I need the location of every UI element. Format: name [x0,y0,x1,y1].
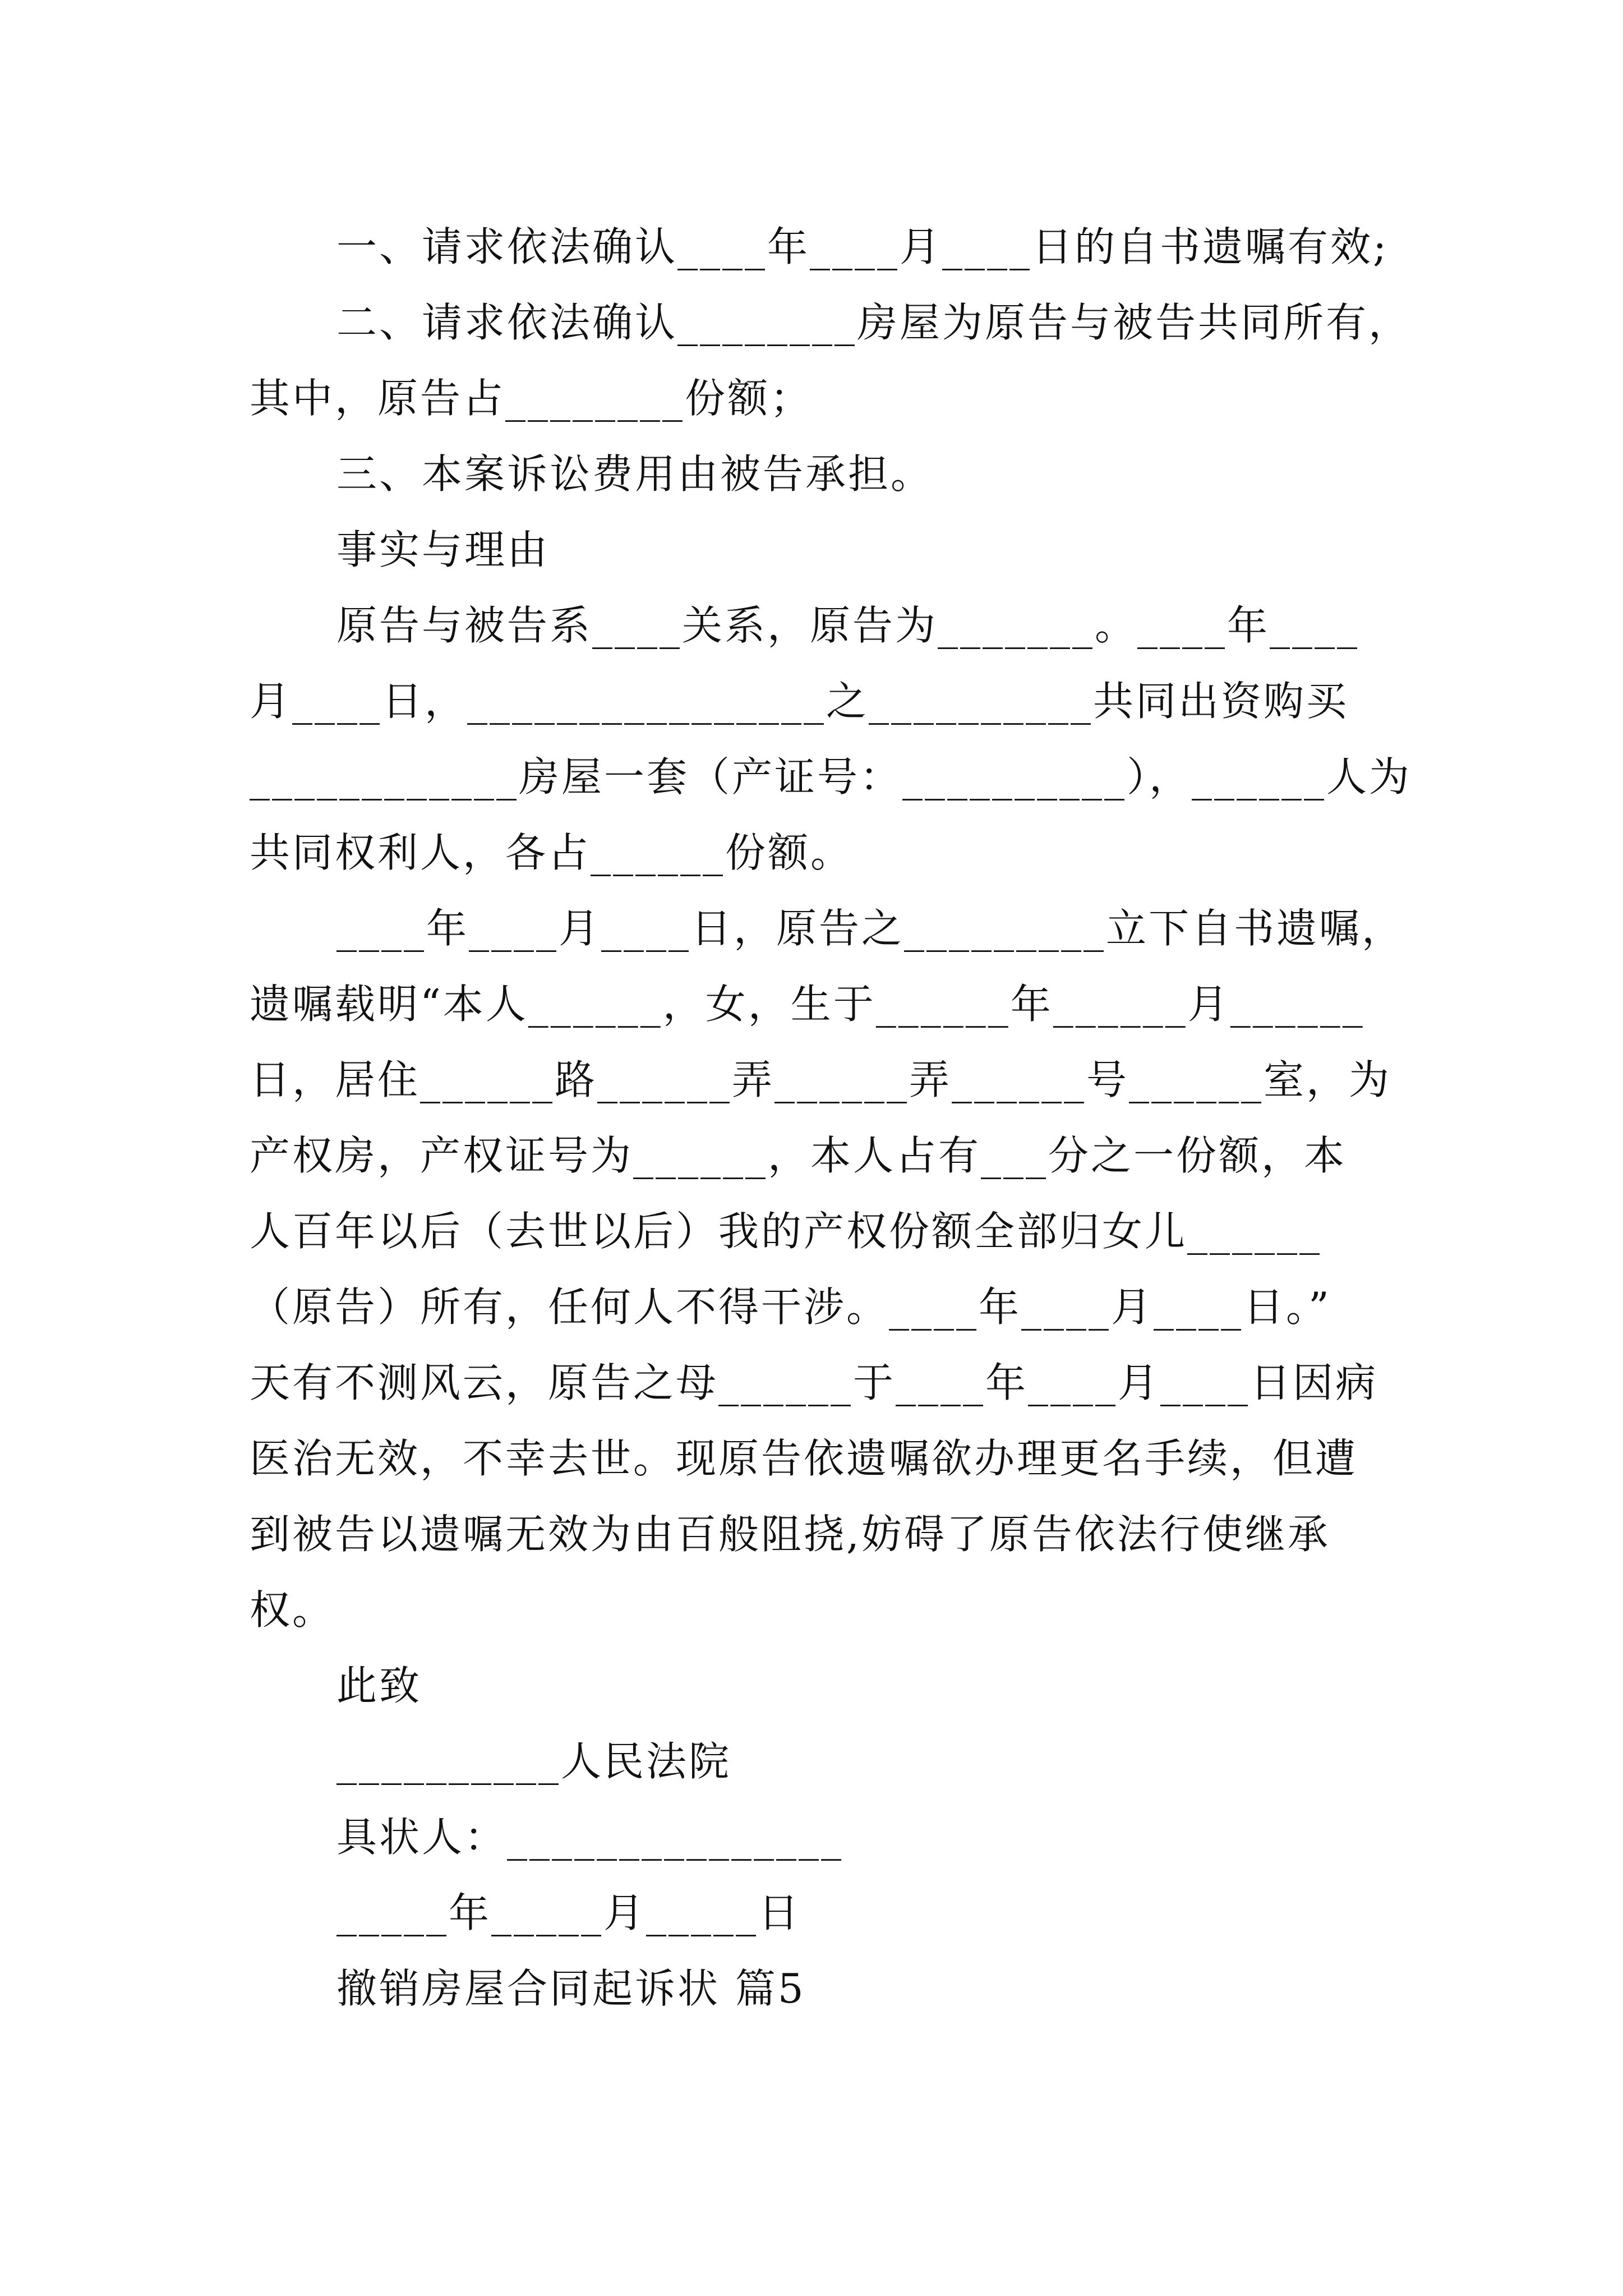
will-paragraph-line: 人百年以后（去世以后）我的产权份额全部归女儿______ [250,1208,1322,1255]
will-paragraph-line: ____年____月____日，原告之_________立下自书遗嘱， [336,905,1405,952]
date-line: _____年_____月_____日 [336,1889,801,1936]
will-paragraph-line: 权。 [250,1586,335,1634]
facts-paragraph-line: 原告与被告系____关系，原告为_______。____年____ [336,602,1360,649]
will-paragraph-line: （原告）所有，任何人不得干涉。____年____月____日。” [250,1283,1331,1331]
petitioner-signature-line: 具状人：_______________ [336,1814,844,1861]
request-item-1: 一、请求依法确认____年____月____日的自书遗嘱有效; [336,223,1389,270]
facts-paragraph-line: ____________房屋一套（产证号：__________），______人为 [250,753,1412,800]
will-paragraph-line: 遗嘱载明“本人______，女，生于______年______月______ [250,981,1365,1028]
section-heading-facts: 事实与理由 [336,526,550,573]
request-item-2-continued: 其中，原告占________份额； [250,375,813,422]
will-paragraph-line: 到被告以遗嘱无效为由百般阻挠,妨碍了原告依法行使继承 [250,1511,1330,1558]
will-paragraph-line: 医治无效，不幸去世。现原告依遗嘱欲办理更名手续，但遭 [250,1435,1358,1482]
next-section-title: 撤销房屋合同起诉状 篇5 [336,1965,806,2012]
facts-paragraph-line: 共同权利人，各占______份额。 [250,829,854,876]
will-paragraph-line: 日，居住______路______弄______弄______号______室，为 [250,1056,1392,1103]
court-name-line: __________人民法院 [336,1738,732,1785]
request-item-2: 二、请求依法确认________房屋为原告与被告共同所有， [336,299,1412,346]
will-paragraph-line: 天有不测风云，原告之母______于____年____月____日因病 [250,1359,1378,1406]
will-paragraph-line: 产权房，产权证号为______，本人占有___分之一份额，本 [250,1132,1347,1179]
closing-salutation: 此致 [336,1662,422,1709]
facts-paragraph-line: 月____日，________________之__________共同出资购买 [250,678,1349,725]
request-item-3: 三、本案诉讼费用由被告承担。 [336,450,934,498]
